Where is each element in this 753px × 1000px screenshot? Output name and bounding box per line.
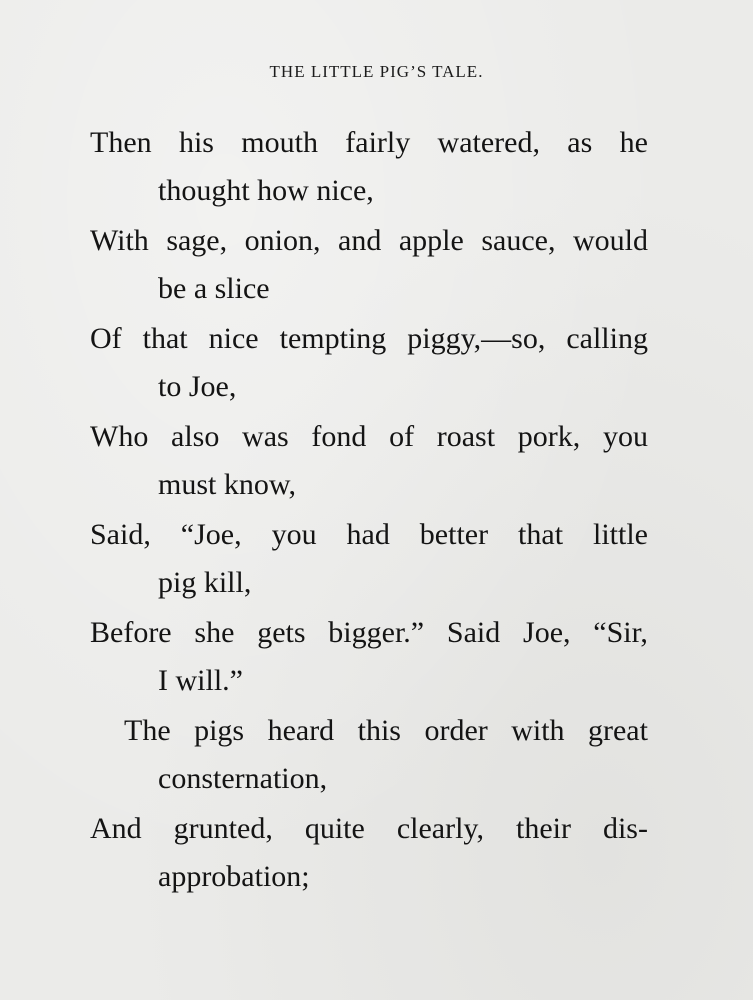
verse-word: as [567, 126, 593, 159]
verse-word: apple [398, 224, 464, 257]
verse-word: that [518, 518, 564, 551]
verse-line-continuation: I will.” [158, 664, 243, 697]
verse-couplet [90, 520, 650, 618]
verse-line-continuation: be a slice [158, 272, 270, 305]
verse-word: grunted, [173, 812, 273, 845]
verse-word: “Sir, [593, 616, 648, 649]
verse-word: you [271, 518, 317, 551]
verse-word: mouth [241, 126, 318, 159]
verse-line [90, 716, 648, 764]
verse-word: heard [267, 714, 335, 747]
verse-line [90, 618, 648, 666]
verse-word: was [242, 420, 289, 453]
verse-couplet [90, 422, 650, 520]
verse-word: sage, [166, 224, 228, 257]
verse-word: pork, [517, 420, 581, 453]
verse-line-continuation: pig kill, [158, 566, 252, 599]
verse-word: their [515, 812, 571, 845]
verse-word: his [178, 126, 214, 159]
verse-word: Of [90, 322, 122, 355]
verse-couplet [90, 618, 650, 716]
verse-word: tempting [279, 322, 387, 355]
verse-word: bigger.” [328, 616, 425, 649]
verse-word: Before [90, 616, 172, 649]
verse-word: this [357, 714, 401, 747]
verse-word: little [593, 518, 648, 551]
verse-word: that [142, 322, 188, 355]
verse-couplet [90, 716, 650, 814]
verse-word: nice [208, 322, 259, 355]
verse-line [90, 226, 648, 274]
verse-word: quite [304, 812, 365, 845]
running-head: THE LITTLE PIG’S TALE. [269, 62, 484, 81]
verse-word: With [90, 224, 149, 257]
verse-word: calling [566, 322, 648, 355]
verse-word: And [90, 812, 142, 845]
verse-word: gets [257, 616, 306, 649]
verse-word: Then [90, 126, 152, 159]
verse-word: fond [311, 420, 367, 453]
verse-word: watered, [437, 126, 540, 159]
verse-line [90, 324, 648, 372]
verse-word: you [602, 420, 648, 453]
verse-word: order [424, 714, 488, 747]
verse-word: Joe, [523, 616, 571, 649]
verse-word: better [419, 518, 489, 551]
verse-word: he [619, 126, 648, 159]
verse-couplet [90, 324, 650, 422]
verse-line-continuation: to Joe, [158, 370, 237, 403]
verse-couplet [90, 226, 650, 324]
verse-word: and [338, 224, 382, 257]
verse-line [90, 520, 648, 568]
verse-word: of [389, 420, 415, 453]
verse-word: Said [446, 616, 501, 649]
verse-word: great [588, 714, 648, 747]
verse-word: onion, [244, 224, 321, 257]
verse-word: piggy,—so, [407, 322, 546, 355]
verse-couplet [90, 814, 650, 912]
verse-word: also [171, 420, 220, 453]
verse-word: had [346, 518, 390, 551]
verse-word: pigs [194, 714, 245, 747]
verse-line-continuation: must know, [158, 468, 297, 501]
verse [90, 128, 650, 912]
verse-word: would [572, 224, 648, 257]
verse-word: “Joe, [180, 518, 242, 551]
verse-word: The [124, 714, 171, 747]
verse-line-continuation: consternation, [158, 762, 328, 795]
verse-word: fairly [345, 126, 411, 159]
verse-couplet [90, 128, 650, 226]
verse-line [90, 422, 648, 470]
verse-line-continuation: thought how nice, [158, 174, 374, 207]
verse-word: clearly, [396, 812, 484, 845]
verse-line [90, 128, 648, 176]
verse-line [90, 814, 648, 862]
verse-word: with [511, 714, 565, 747]
verse-word: dis- [602, 812, 648, 845]
verse-word: sauce, [481, 224, 556, 257]
verse-word: she [194, 616, 235, 649]
verse-word: Said, [90, 518, 151, 551]
verse-line-continuation: approbation; [158, 860, 310, 893]
verse-word: roast [436, 420, 496, 453]
verse-word: Who [90, 420, 149, 453]
